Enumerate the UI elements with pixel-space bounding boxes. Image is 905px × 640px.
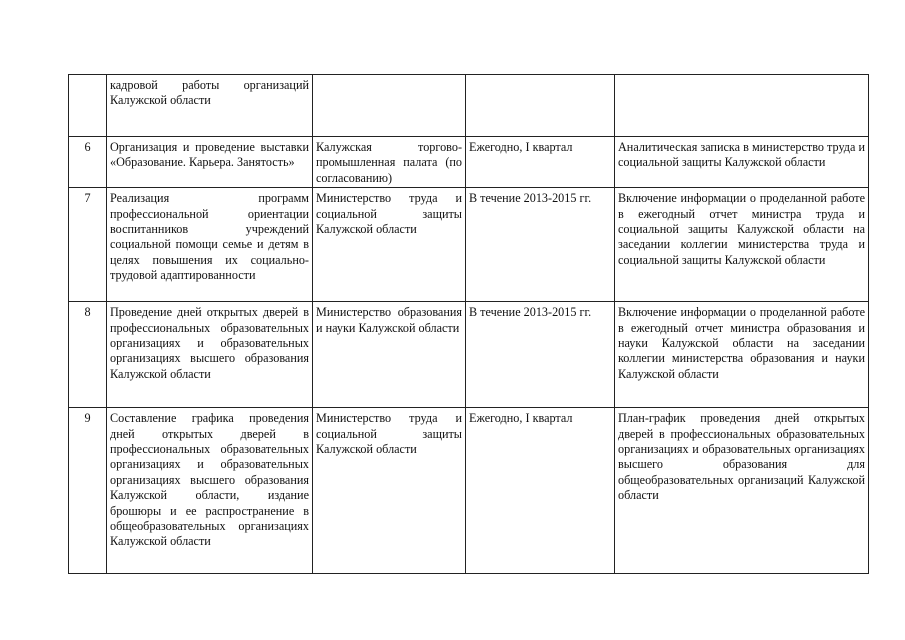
expected-result (615, 75, 869, 137)
row-number: 6 (69, 137, 107, 188)
row-number (69, 75, 107, 137)
executor: Министерство образования и науки Калужской области (313, 302, 466, 408)
term: В течение 2013-2015 гг. (466, 302, 615, 408)
table-row (69, 137, 869, 188)
activity-name: Организация и проведение выставки «Образование. Карьера. Занятость» (107, 137, 313, 188)
term: В течение 2013-2015 гг. (466, 188, 615, 302)
table-row (69, 302, 869, 408)
executor (313, 75, 466, 137)
table-row (69, 188, 869, 302)
activity-name: Проведение дней открытых дверей в профессиональных образовательных организациях и образовательных организациях высшего образования Калужской области (107, 302, 313, 408)
expected-result: Включение информации о проделанной работе в ежегодный отчет министра труда и социальной защиты Калужской области на заседании коллегии министерства труда и социальной защиты Калужской области (615, 188, 869, 302)
expected-result: Аналитическая записка в министерство труда и социальной защиты Калужской области (615, 137, 869, 188)
row-number: 8 (69, 302, 107, 408)
activities-table (68, 74, 869, 574)
term (466, 75, 615, 137)
table-row (69, 75, 869, 137)
expected-result: Включение информации о проделанной работе в ежегодный отчет министра образования и науки Калужской области на заседании коллегии министерства образования и науки Калужской области (615, 302, 869, 408)
row-number: 9 (69, 408, 107, 574)
activity-name: кадровой работы организаций Калужской области (107, 75, 313, 137)
expected-result: План-график проведения дней открытых дверей в профессиональных образовательных организациях и образовательных организациях высшего образования для общеобразовательных организаций Калужской области (615, 408, 869, 574)
term: Ежегодно, I квартал (466, 137, 615, 188)
row-number: 7 (69, 188, 107, 302)
executor: Министерство труда и социальной защиты Калужской области (313, 408, 466, 574)
activity-name: Составление графика проведения дней открытых дверей в профессиональных образовательных организациях и образовательных организациях высшего образования Калужской области, издание брошюры и ее распространение в общеобразовательных организациях Калужской области (107, 408, 313, 574)
term: Ежегодно, I квартал (466, 408, 615, 574)
executor: Калужская торгово-промышленная палата (по согласованию) (313, 137, 466, 188)
table-row (69, 408, 869, 574)
activity-name: Реализация программ профессиональной ориентации воспитанников учреждений социальной помощи семье и детям в целях повышения их социально-трудовой адаптированности (107, 188, 313, 302)
executor: Министерство труда и социальной защиты Калужской области (313, 188, 466, 302)
